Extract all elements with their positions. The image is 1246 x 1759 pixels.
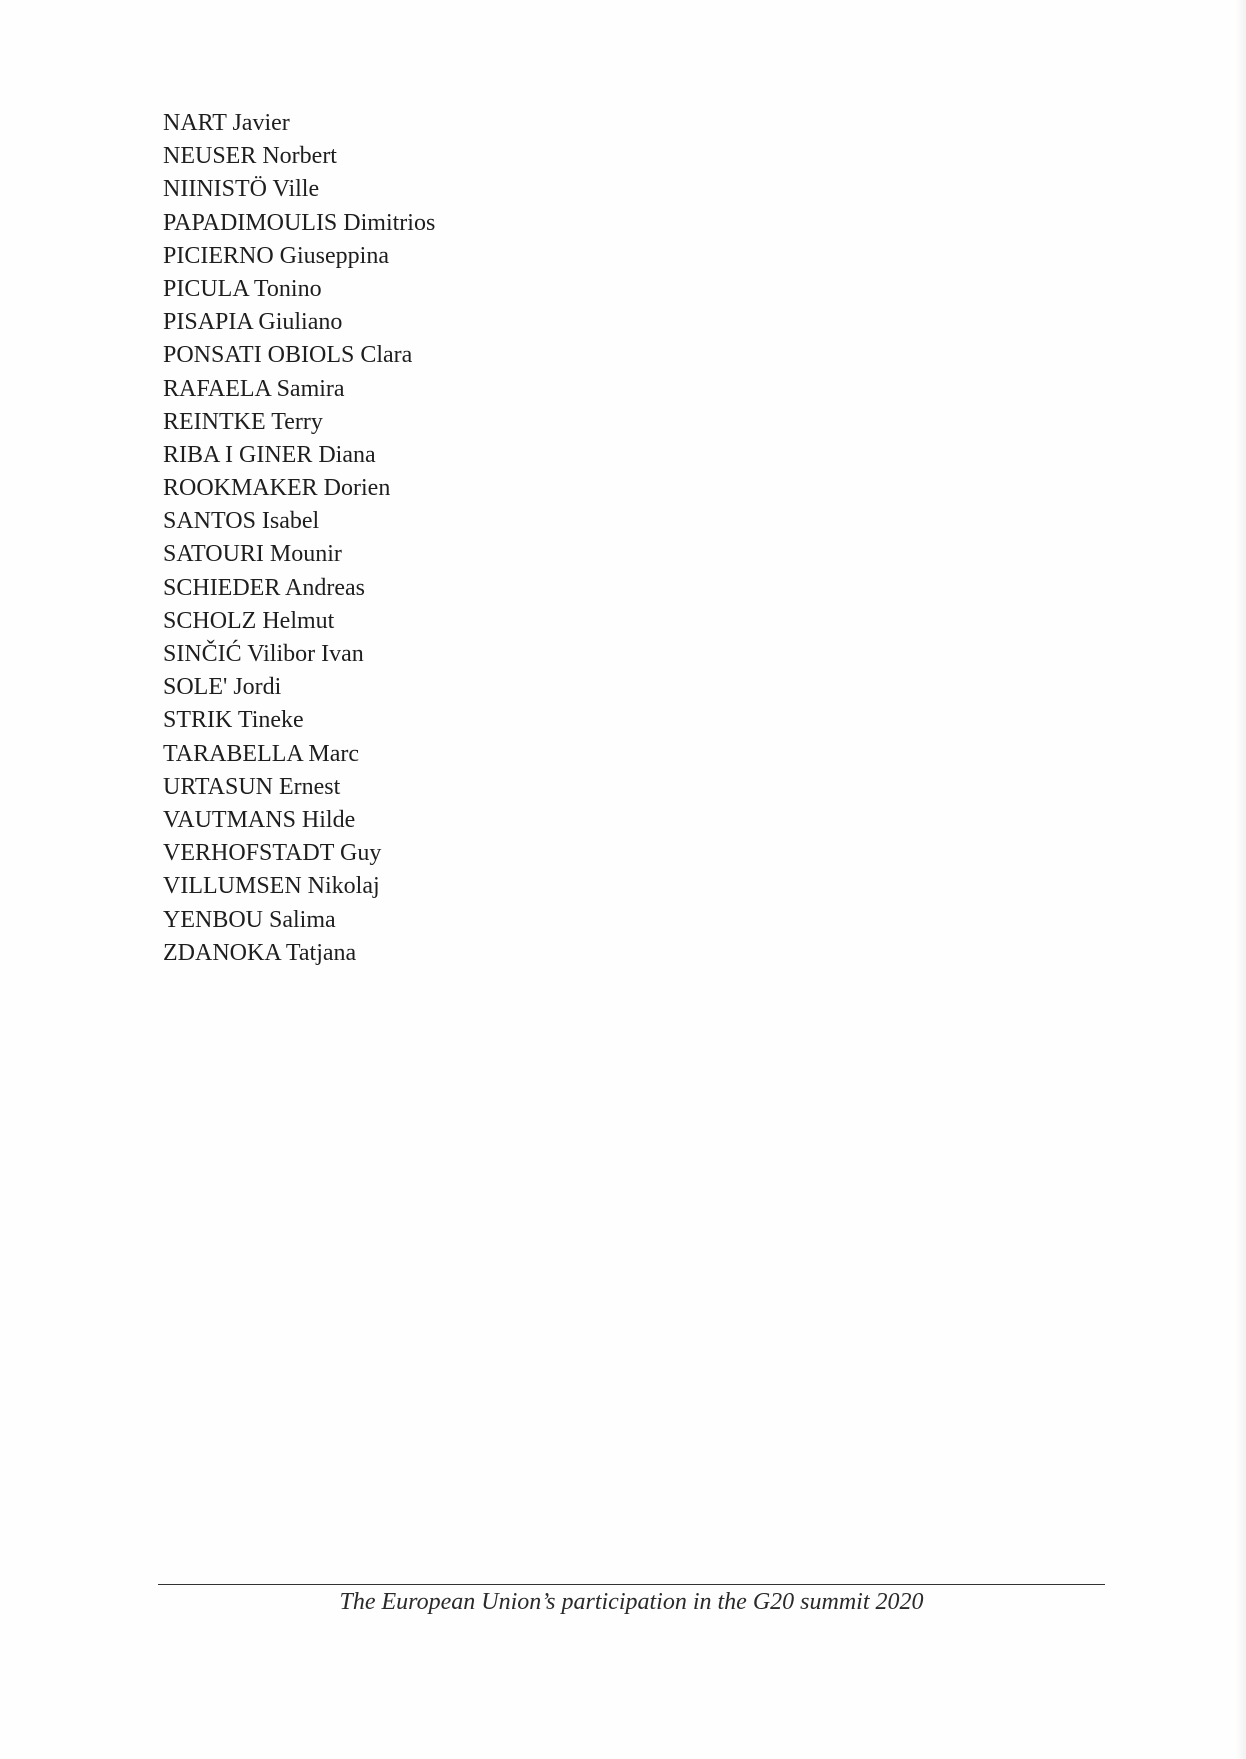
list-item: SATOURI Mounir <box>163 541 342 568</box>
list-item: PONSATI OBIOLS Clara <box>163 342 413 369</box>
list-item: TARABELLA Marc <box>163 740 360 767</box>
list-item: ROOKMAKER Dorien <box>163 475 391 502</box>
list-item: PICIERNO Giuseppina <box>163 242 389 269</box>
list-item: NART Javier <box>163 110 290 136</box>
list-item: STRIK Tineke <box>163 707 304 734</box>
list-item: SINČIĆ Vilibor Ivan <box>163 641 364 667</box>
list-item: REINTKE Terry <box>163 408 323 435</box>
list-item: VERHOFSTADT Guy <box>163 840 382 867</box>
list-item: SOLE' Jordi <box>163 674 282 701</box>
list-item: VAUTMANS Hilde <box>163 806 356 833</box>
list-item: NEUSER Norbert <box>163 143 337 170</box>
list-item: YENBOU Salima <box>163 906 336 933</box>
page-edge-shadow <box>1236 0 1246 1759</box>
footer-divider <box>158 1584 1105 1585</box>
list-item: SANTOS Isabel <box>163 508 320 535</box>
list-item: RIBA I GINER Diana <box>163 441 376 468</box>
list-item: RAFAELA Samira <box>163 375 345 402</box>
list-item: PISAPIA Giuliano <box>163 309 343 336</box>
list-item: PICULA Tonino <box>163 275 322 302</box>
list-item: PAPADIMOULIS Dimitrios <box>163 209 436 236</box>
signatory-list <box>163 107 435 970</box>
list-item: URTASUN Ernest <box>163 773 341 800</box>
list-item: SCHOLZ Helmut <box>163 607 335 634</box>
list-item: NIINISTÖ Ville <box>163 176 320 203</box>
list-item: VILLUMSEN Nikolaj <box>163 873 380 900</box>
list-item: ZDANOKA Tatjana <box>163 939 357 966</box>
list-item: SCHIEDER Andreas <box>163 574 365 601</box>
footer-title: The European Union’s participation in the G20 summit 2020 <box>339 1589 924 1615</box>
